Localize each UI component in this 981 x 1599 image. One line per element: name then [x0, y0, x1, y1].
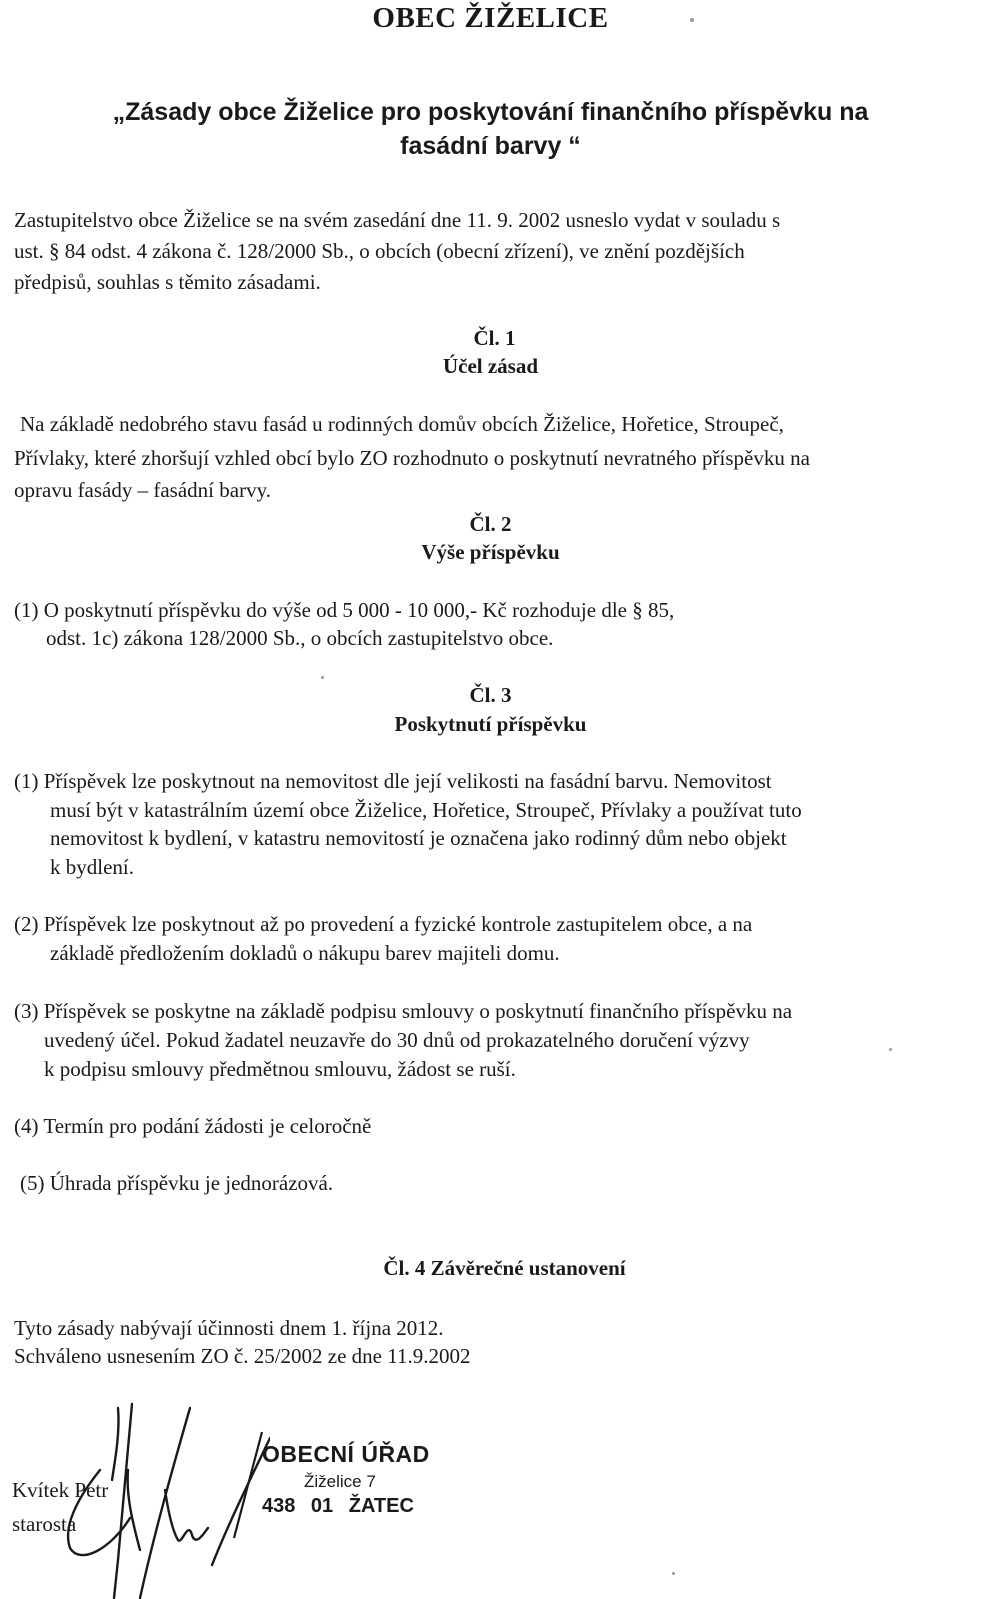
intro-line3: předpisů, souhlas s těmito zásadami. — [14, 270, 321, 294]
article1-title: Účel zásad — [442, 354, 539, 378]
article2-number: Čl. 2 — [469, 512, 512, 536]
article3-p4: (4) Termín pro podání žádosti je celoročně — [14, 1114, 372, 1138]
article4-heading: Čl. 4 Závěrečné ustanovení — [383, 1256, 626, 1280]
article4-line2: Schváleno usnesením ZO č. 25/2002 ze dne 11.9.2002 — [14, 1344, 471, 1368]
article3-p3-line1: (3) Příspěvek se poskytne na základě podpisu smlouvy o poskytnutí finančního příspěvku na — [14, 999, 793, 1023]
scan-speck — [321, 676, 324, 679]
article1-number: Čl. 1 — [473, 326, 516, 350]
article3-p3-line3: k podpisu smlouvy předmětnou smlouvu, žádost se ruší. — [44, 1057, 516, 1081]
signatory-role: starosta — [12, 1512, 77, 1536]
article3-p1-line3: nemovitost k bydlení, v katastru nemovitostí je označena jako rodinný dům nebo objekt — [50, 826, 787, 850]
document-title: OBEC ŽIŽELICE — [372, 2, 609, 34]
document-subtitle-line2: fasádní barvy “ — [400, 132, 581, 160]
intro-line2: ust. § 84 odst. 4 zákona č. 128/2000 Sb., o obcích (obecní zřízení), ve znění pozdějších — [14, 239, 745, 263]
article3-title: Poskytnutí příspěvku — [394, 712, 587, 736]
article3-p2-line2: základě předložením dokladů o nákupu barev majiteli domu. — [50, 941, 560, 965]
article2-p1-line2: odst. 1c) zákona 128/2000 Sb., o obcích zastupitelstvo obce. — [46, 626, 554, 650]
article3-p3-line2: uvedený účel. Pokud žadatel neuzavře do 30 dnů od prokazatelného doručení výzvy — [44, 1028, 750, 1052]
article1-line1: Na základě nedobrého stavu fasád u rodinných domův obcích Žiželice, Hořetice, Stroupeč, — [20, 412, 784, 436]
scan-speck — [889, 1048, 892, 1051]
article3-number: Čl. 3 — [469, 683, 512, 707]
article4-line1: Tyto zásady nabývají účinnosti dnem 1. října 2012. — [14, 1316, 444, 1340]
scan-speck — [672, 1572, 675, 1575]
stamp-line2: Žiželice 7 — [304, 1472, 376, 1491]
document-subtitle-line1: „Zásady obce Žiželice pro poskytování finančního příspěvku na — [112, 98, 869, 126]
article2-title: Výše příspěvku — [421, 540, 560, 564]
article3-p2-line1: (2) Příspěvek lze poskytnout až po provedení a fyzické kontrole zastupitelem obce, a na — [14, 912, 753, 936]
article1-line2: Přívlaky, které zhoršují vzhled obcí bylo ZO rozhodnuto o poskytnutí nevratného příspěvku na — [14, 446, 810, 470]
stamp-line1: OBECNÍ ÚŘAD — [262, 1441, 430, 1467]
intro-line1: Zastupitelstvo obce Žiželice se na svém zasedání dne 11. 9. 2002 usneslo vydat v souladu s — [14, 208, 781, 232]
signatory-name: Kvítek Petr — [12, 1478, 109, 1502]
article1-line3: opravu fasády – fasádní barvy. — [14, 478, 271, 502]
article2-p1-line1: (1) O poskytnutí příspěvku do výše od 5 000 - 10 000,- Kč rozhoduje dle § 85, — [14, 598, 675, 622]
article3-p1-line1: (1) Příspěvek lze poskytnout na nemovitost dle její velikosti na fasádní barvu. Nemovitost — [14, 769, 772, 793]
article3-p5: (5) Úhrada příspěvku je jednorázová. — [20, 1171, 334, 1195]
article3-p1-line2: musí být v katastrálním území obce Žiželice, Hořetice, Stroupeč, Přívlaky a používat tuto — [50, 798, 802, 822]
stamp-line3: 438 01 ŽATEC — [262, 1495, 414, 1517]
article3-p1-line4: k bydlení. — [50, 855, 134, 879]
